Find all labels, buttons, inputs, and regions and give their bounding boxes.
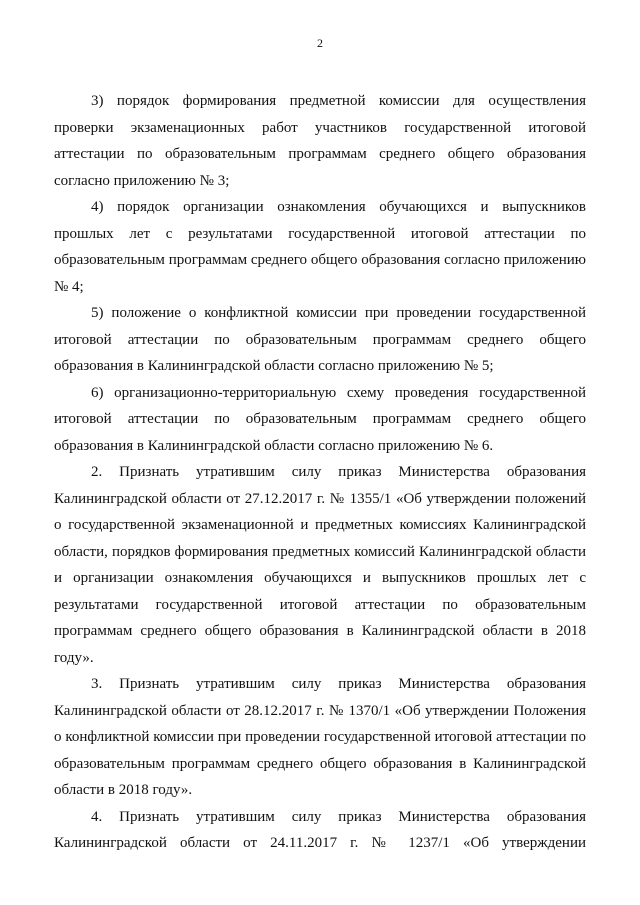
paragraph-item-6: 6) организационно-территориальную схему проведения государственной итоговой аттестации по образовательным программам среднего общего образования в Калининградской области согласно приложению № 6. <box>54 384 586 454</box>
paragraph-clause-4: 4. Признать утратившим силу приказ Министерства образования Калининградской области от 24.11.2017 г. № 1237/1 «Об утверждении <box>54 808 586 851</box>
paragraph-clause-3: 3. Признать утратившим силу приказ Министерства образования Калининградской области от 28.12.2017 г. № 1370/1 «Об утверждении Положения о конфликтной комиссии при проведении государственной итоговой аттестации по образовательным программам среднего общего образования в Калининградской области в 2018 году». <box>54 676 586 798</box>
paragraph-clause-2: 2. Признать утратившим силу приказ Министерства образования Калининградской области от 27.12.2017 г. № 1355/1 «Об утверждении положений о государственной экзаменационной и предметных комиссиях Калининградской области, порядков формирования предметных комиссий Калининградской области и организации ознакомления обучающихся и выпускников прошлых лет с результатами государственной итоговой аттестации по образовательным программам среднего общего образования в Калининградской области в 2018 году». <box>54 464 586 666</box>
page-number: 2 <box>317 36 323 50</box>
paragraph-item-4: 4) порядок организации ознакомления обучающихся и выпускников прошлых лет с результатами государственной итоговой аттестации по образовательным программам среднего общего образования согласно приложению № 4; <box>54 199 586 295</box>
document-body <box>54 88 586 857</box>
paragraph-item-3: 3) порядок формирования предметной комиссии для осуществления проверки экзаменационных работ участников государственной итоговой аттестации по образовательным программам среднего общего образования согласно приложению № 3; <box>54 93 586 189</box>
paragraph-item-5: 5) положение о конфликтной комиссии при проведении государственной итоговой аттестации по образовательным программам среднего общего образования в Калининградской области согласно приложению № 5; <box>54 305 586 374</box>
